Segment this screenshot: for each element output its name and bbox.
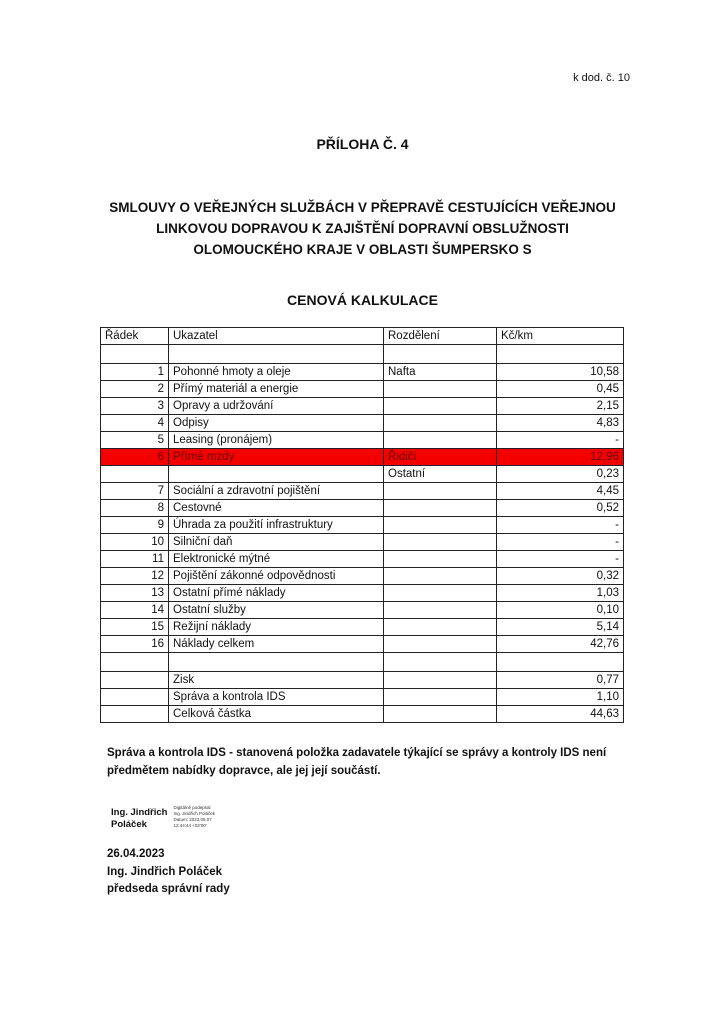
signature-detail-line-3: Datum: 2023.05.07 xyxy=(173,817,212,822)
split-cell: Řidiči xyxy=(384,449,497,466)
row-number-cell: 12 xyxy=(101,568,169,585)
indicator-cell: Sociální a zdravotní pojištění xyxy=(169,483,384,500)
indicator-cell: Náklady celkem xyxy=(169,636,384,653)
indicator-cell: Celková částka xyxy=(169,706,384,723)
table-row xyxy=(101,466,624,483)
contract-title-line-2: LINKOVOU DOPRAVOU K ZAJIŠTĚNÍ DOPRAVNÍ OBSLUŽNOSTI xyxy=(156,221,569,236)
header-split: Rozdělení xyxy=(384,328,497,345)
contract-title-line-3: OLOMOUCKÉHO KRAJE V OBLASTI ŠUMPERSKO S xyxy=(193,242,532,257)
indicator-cell xyxy=(169,653,384,672)
value-cell: 44,63 xyxy=(497,706,624,723)
signature-details xyxy=(173,805,215,829)
signature-detail-line-4: 12:44:44 +02'00' xyxy=(173,823,207,828)
indicator-cell: Pohonné hmoty a oleje xyxy=(169,364,384,381)
row-number-cell xyxy=(101,689,169,706)
section-title: CENOVÁ KALKULACE xyxy=(287,292,438,308)
table-row xyxy=(101,636,624,653)
signatory-block xyxy=(107,846,230,899)
table-row xyxy=(101,483,624,500)
value-cell: - xyxy=(497,534,624,551)
indicator-cell: Úhrada za použití infrastruktury xyxy=(169,517,384,534)
split-cell xyxy=(384,585,497,602)
indicator-cell: Leasing (pronájem) xyxy=(169,432,384,449)
value-cell: 0,23 xyxy=(497,466,624,483)
price-calculation-table xyxy=(100,327,624,723)
split-cell xyxy=(384,517,497,534)
row-number-cell: 2 xyxy=(101,381,169,398)
split-cell xyxy=(384,534,497,551)
table-row xyxy=(101,619,624,636)
row-number-cell: 9 xyxy=(101,517,169,534)
value-cell: 10,58 xyxy=(497,364,624,381)
value-cell: 0,45 xyxy=(497,381,624,398)
signatory-name: Ing. Jindřich Poláček xyxy=(107,865,223,878)
row-number-cell xyxy=(101,672,169,689)
indicator-cell xyxy=(169,345,384,364)
split-cell xyxy=(384,568,497,585)
ids-note-line-2: předmětem nabídky dopravce, ale jej její součástí. xyxy=(107,765,381,777)
ids-note xyxy=(107,744,627,780)
value-cell: 5,14 xyxy=(497,619,624,636)
indicator-cell: Cestovné xyxy=(169,500,384,517)
value-cell: 42,76 xyxy=(497,636,624,653)
table-row xyxy=(101,585,624,602)
ids-note-line-1: Správa a kontrola IDS - stanovená položka zadavatele týkající se správy a kontroly IDS není xyxy=(107,747,607,759)
split-cell xyxy=(384,619,497,636)
indicator-cell: Režijní náklady xyxy=(169,619,384,636)
row-number-cell: 4 xyxy=(101,415,169,432)
table-row xyxy=(101,534,624,551)
value-cell: - xyxy=(497,517,624,534)
indicator-cell: Správa a kontrola IDS xyxy=(169,689,384,706)
value-cell: - xyxy=(497,551,624,568)
row-number-cell: 3 xyxy=(101,398,169,415)
header-row-number: Řádek xyxy=(101,328,169,345)
table-header-row xyxy=(101,328,624,345)
indicator-cell: Ostatní služby xyxy=(169,602,384,619)
table-row xyxy=(101,653,624,672)
split-cell xyxy=(384,689,497,706)
split-cell xyxy=(384,483,497,500)
row-number-cell: 11 xyxy=(101,551,169,568)
value-cell: 4,45 xyxy=(497,483,624,500)
table-body xyxy=(101,345,624,723)
value-cell: 1,10 xyxy=(497,689,624,706)
row-number-cell: 13 xyxy=(101,585,169,602)
signature-name xyxy=(111,807,167,831)
table-row xyxy=(101,345,624,364)
table-row xyxy=(101,500,624,517)
value-cell xyxy=(497,653,624,672)
table-row xyxy=(101,398,624,415)
document-reference: k dod. č. 10 xyxy=(573,72,630,84)
split-cell xyxy=(384,415,497,432)
split-cell xyxy=(384,551,497,568)
row-number-cell: 14 xyxy=(101,602,169,619)
digital-signature xyxy=(111,805,215,831)
row-number-cell xyxy=(101,706,169,723)
split-cell xyxy=(384,381,497,398)
value-cell: 0,10 xyxy=(497,602,624,619)
row-number-cell: 16 xyxy=(101,636,169,653)
indicator-cell: Elektronické mýtné xyxy=(169,551,384,568)
signatory-role: předseda správní rady xyxy=(107,883,230,895)
table-row xyxy=(101,672,624,689)
value-cell xyxy=(497,345,624,364)
row-number-cell: 5 xyxy=(101,432,169,449)
value-cell: - xyxy=(497,432,624,449)
indicator-cell: Opravy a udržování xyxy=(169,398,384,415)
indicator-cell xyxy=(169,466,384,483)
split-cell xyxy=(384,672,497,689)
indicator-cell: Zisk xyxy=(169,672,384,689)
annex-title: PŘÍLOHA Č. 4 xyxy=(316,136,409,152)
signature-date: 26.04.2023 xyxy=(107,848,165,860)
contract-title-line-1: SMLOUVY O VEŘEJNÝCH SLUŽBÁCH V PŘEPRAVĚ CESTUJÍCÍCH VEŘEJNOU xyxy=(109,200,616,215)
value-cell: 0,52 xyxy=(497,500,624,517)
row-number-cell xyxy=(101,345,169,364)
indicator-cell: Ostatní přímé náklady xyxy=(169,585,384,602)
row-number-cell: 10 xyxy=(101,534,169,551)
split-cell: Nafta xyxy=(384,364,497,381)
signature-detail-line-1: Digitálně podepsal xyxy=(173,805,211,810)
value-cell: 4,83 xyxy=(497,415,624,432)
signature-detail-line-2: Ing. Jindřich Poláček xyxy=(173,811,216,816)
table-row xyxy=(101,381,624,398)
table-row xyxy=(101,568,624,585)
row-number-cell: 1 xyxy=(101,364,169,381)
header-value: Kč/km xyxy=(497,328,624,345)
split-cell xyxy=(384,602,497,619)
contract-title xyxy=(0,197,725,260)
signature-name-line-1: Ing. Jindřich xyxy=(111,807,168,818)
value-cell: 2,15 xyxy=(497,398,624,415)
indicator-cell: Silniční daň xyxy=(169,534,384,551)
value-cell: 0,77 xyxy=(497,672,624,689)
signature-name-line-2: Poláček xyxy=(111,819,147,830)
split-cell xyxy=(384,398,497,415)
row-number-cell: 6 xyxy=(101,449,169,466)
table-row xyxy=(101,706,624,723)
value-cell: 12,96 xyxy=(497,449,624,466)
indicator-cell: Přímý materiál a energie xyxy=(169,381,384,398)
row-number-cell xyxy=(101,466,169,483)
table-row xyxy=(101,517,624,534)
value-cell: 1,03 xyxy=(497,585,624,602)
split-cell: Ostatní xyxy=(384,466,497,483)
split-cell xyxy=(384,345,497,364)
indicator-cell: Odpisy xyxy=(169,415,384,432)
indicator-cell: Pojištění zákonné odpovědnosti xyxy=(169,568,384,585)
row-number-cell: 15 xyxy=(101,619,169,636)
header-indicator: Ukazatel xyxy=(169,328,384,345)
table-row xyxy=(101,602,624,619)
split-cell xyxy=(384,636,497,653)
table-row xyxy=(101,689,624,706)
table-row xyxy=(101,432,624,449)
table-row xyxy=(101,415,624,432)
split-cell xyxy=(384,706,497,723)
row-number-cell: 7 xyxy=(101,483,169,500)
split-cell xyxy=(384,653,497,672)
indicator-cell: Přímé mzdy xyxy=(169,449,384,466)
table-row xyxy=(101,364,624,381)
split-cell xyxy=(384,432,497,449)
row-number-cell: 8 xyxy=(101,500,169,517)
table-row xyxy=(101,551,624,568)
value-cell: 0,32 xyxy=(497,568,624,585)
table-row-highlighted xyxy=(101,449,624,466)
split-cell xyxy=(384,500,497,517)
row-number-cell xyxy=(101,653,169,672)
